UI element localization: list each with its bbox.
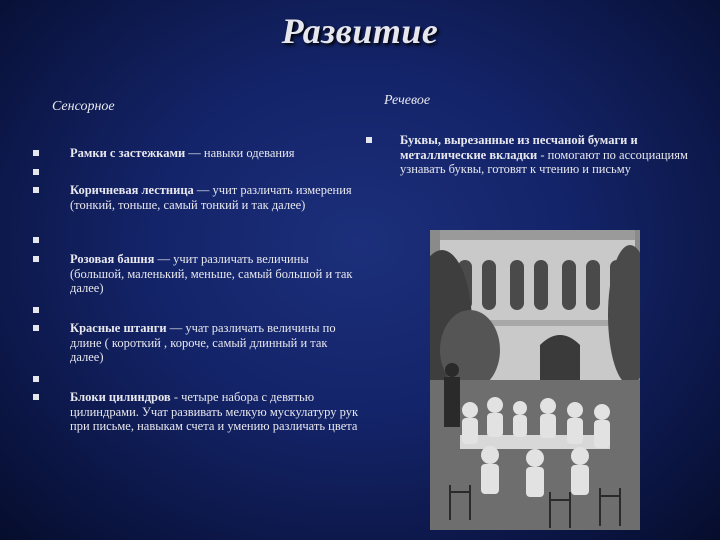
slide-title: Развитие <box>281 11 439 51</box>
speech-heading: Речевое <box>384 93 431 108</box>
list-item <box>70 146 360 161</box>
bullet-icon <box>33 376 39 382</box>
item-name: Красные штанги <box>70 321 167 335</box>
item-name: Розовая башня <box>70 252 155 266</box>
bullet-icon <box>33 307 39 313</box>
classroom-photo <box>430 230 640 530</box>
bullet-icon <box>33 150 39 156</box>
item-desc: — навыки одевания <box>185 146 295 160</box>
list-item <box>70 390 360 434</box>
bullet-icon <box>33 394 39 400</box>
bullet-icon <box>33 187 39 193</box>
bullet-icon <box>366 137 372 143</box>
item-desc: — учат различать величины по длине ( короткий , короче, самый длинный и так далее) <box>70 321 336 364</box>
item-desc: — учит различать измерения (тонкий, тоньше, самый тонкий и так далее) <box>70 183 352 212</box>
list-item <box>70 183 360 212</box>
bullet-icon <box>33 256 39 262</box>
item-desc: — учит различать величины (большой, маленький, меньше, самый большой и так далее) <box>70 252 353 295</box>
bullet-icon <box>33 169 39 175</box>
list-item <box>400 133 690 177</box>
item-name: Рамки с застежками <box>70 146 186 160</box>
item-name: Буквы, вырезанные из песчаной бумаги и металлические вкладки <box>400 133 638 162</box>
sensory-heading: Сенсорное <box>52 99 115 114</box>
bullet-icon <box>33 325 39 331</box>
item-desc: - четыре набора с девятью цилиндрами. Учат развивать мелкую мускулатуру рук при письме, навыкам счета и умению различать цвета <box>70 390 359 433</box>
bullet-icon <box>33 237 39 243</box>
item-name: Блоки цилиндров <box>70 390 171 404</box>
item-name: Коричневая лестница <box>70 183 194 197</box>
list-item <box>70 321 360 365</box>
item-desc: - помогают по ассоциациям узнавать буквы, готовят к чтению и письму <box>400 147 688 176</box>
list-item <box>70 252 360 296</box>
